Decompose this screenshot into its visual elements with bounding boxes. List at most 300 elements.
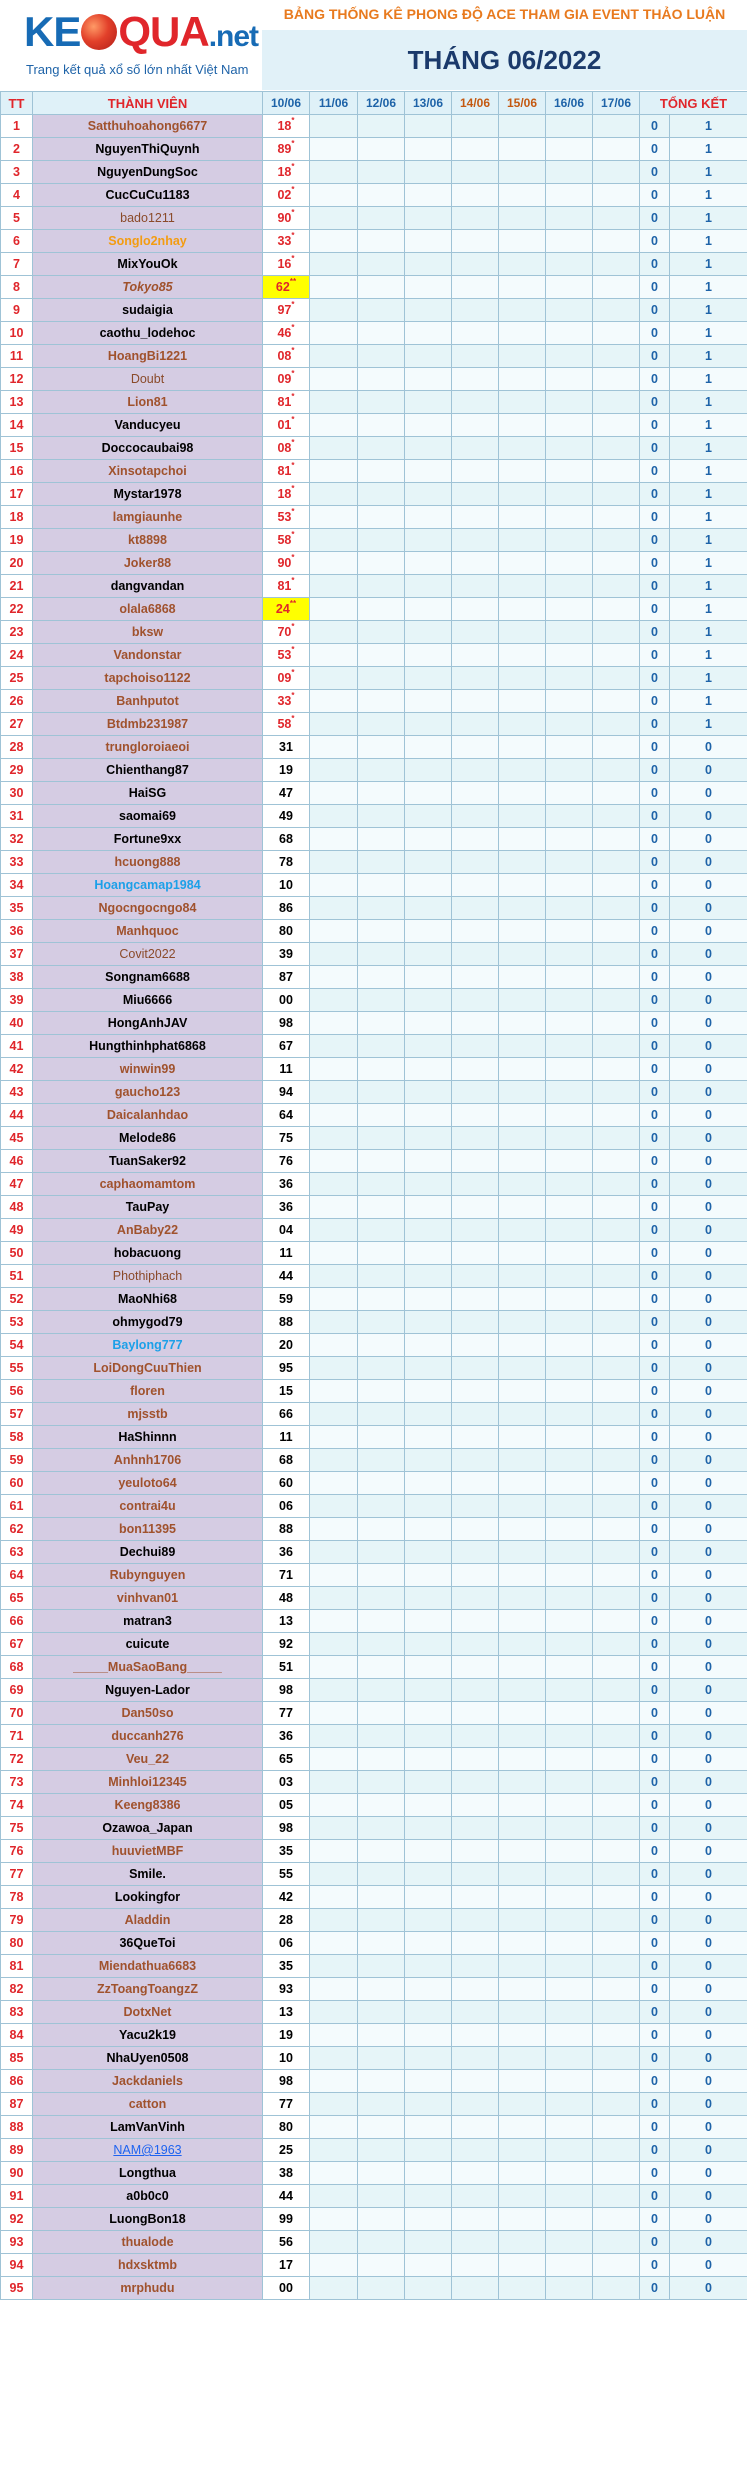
day-cell-empty bbox=[499, 1472, 546, 1495]
day-cell-empty bbox=[310, 2185, 358, 2208]
day-cell-empty bbox=[358, 828, 405, 851]
day-cell-empty bbox=[593, 2070, 640, 2093]
total-value: 1 bbox=[670, 575, 747, 598]
day-cell-empty bbox=[358, 1173, 405, 1196]
day-cell-empty bbox=[546, 575, 593, 598]
hit-mark: * bbox=[291, 645, 295, 655]
total-value: 0 bbox=[670, 736, 747, 759]
row-number: 66 bbox=[1, 1610, 33, 1633]
day-cell-empty bbox=[310, 1541, 358, 1564]
table-row bbox=[1, 1081, 747, 1104]
score-value: 0 bbox=[640, 1127, 670, 1150]
total-value: 0 bbox=[670, 1449, 747, 1472]
day-cell-empty bbox=[546, 1426, 593, 1449]
member-name: winwin99 bbox=[33, 1058, 263, 1081]
day-cell-empty bbox=[405, 115, 452, 138]
day-cell-empty bbox=[593, 391, 640, 414]
score-value: 0 bbox=[640, 1656, 670, 1679]
member-name: Aladdin bbox=[33, 1909, 263, 1932]
day-cell-empty bbox=[310, 943, 358, 966]
row-number: 18 bbox=[1, 506, 33, 529]
day-value-10-06 bbox=[263, 1196, 310, 1219]
day-cell-empty bbox=[405, 621, 452, 644]
total-value: 1 bbox=[670, 276, 747, 299]
day-cell-empty bbox=[358, 598, 405, 621]
day-number: 92 bbox=[279, 1637, 293, 1651]
total-value: 1 bbox=[670, 138, 747, 161]
row-number: 93 bbox=[1, 2231, 33, 2254]
total-value: 0 bbox=[670, 2277, 747, 2300]
day-value-10-06 bbox=[263, 1104, 310, 1127]
day-cell-empty bbox=[405, 966, 452, 989]
day-cell-empty bbox=[310, 1242, 358, 1265]
day-cell-empty bbox=[499, 276, 546, 299]
day-cell-empty bbox=[405, 1104, 452, 1127]
day-cell-empty bbox=[593, 2116, 640, 2139]
day-cell-empty bbox=[358, 1472, 405, 1495]
day-cell-empty bbox=[499, 299, 546, 322]
total-value: 0 bbox=[670, 828, 747, 851]
ketqua-logo[interactable] bbox=[4, 4, 259, 87]
day-cell-empty bbox=[452, 1127, 499, 1150]
day-value-10-06 bbox=[263, 1610, 310, 1633]
row-number: 13 bbox=[1, 391, 33, 414]
member-name: Xinsotapchoi bbox=[33, 460, 263, 483]
hit-mark: * bbox=[291, 438, 295, 448]
total-value: 0 bbox=[670, 1564, 747, 1587]
day-cell-empty bbox=[405, 1081, 452, 1104]
table-row bbox=[1, 782, 747, 805]
day-cell-empty bbox=[546, 1150, 593, 1173]
table-row bbox=[1, 1702, 747, 1725]
day-cell-empty bbox=[310, 1610, 358, 1633]
day-cell-empty bbox=[405, 1564, 452, 1587]
member-name: Vandonstar bbox=[33, 644, 263, 667]
row-number: 81 bbox=[1, 1955, 33, 1978]
day-cell-empty bbox=[546, 805, 593, 828]
day-value-10-06 bbox=[263, 690, 310, 713]
day-cell-empty bbox=[310, 690, 358, 713]
score-value: 0 bbox=[640, 1771, 670, 1794]
hit-mark: * bbox=[291, 553, 295, 563]
day-number: 77 bbox=[279, 2097, 293, 2111]
day-cell-empty bbox=[546, 1058, 593, 1081]
day-cell-empty bbox=[405, 1518, 452, 1541]
stats-table bbox=[0, 91, 747, 2300]
member-name: Hungthinhphat6868 bbox=[33, 1035, 263, 1058]
day-cell-empty bbox=[358, 1702, 405, 1725]
member-name: Veu_22 bbox=[33, 1748, 263, 1771]
hit-mark: * bbox=[291, 507, 295, 517]
day-cell-empty bbox=[405, 1725, 452, 1748]
day-cell-empty bbox=[546, 598, 593, 621]
day-cell-empty bbox=[310, 1449, 358, 1472]
hit-mark: * bbox=[291, 231, 295, 241]
table-row bbox=[1, 598, 747, 621]
day-cell-empty bbox=[310, 1863, 358, 1886]
day-value-10-06 bbox=[263, 2116, 310, 2139]
day-cell-empty bbox=[405, 644, 452, 667]
table-row bbox=[1, 828, 747, 851]
table-row bbox=[1, 1863, 747, 1886]
day-cell-empty bbox=[358, 1058, 405, 1081]
day-cell-empty bbox=[405, 851, 452, 874]
total-value: 0 bbox=[670, 2185, 747, 2208]
day-number: 98 bbox=[279, 1016, 293, 1030]
row-number: 73 bbox=[1, 1771, 33, 1794]
day-cell-empty bbox=[405, 1357, 452, 1380]
score-value: 0 bbox=[640, 1265, 670, 1288]
score-value: 0 bbox=[640, 437, 670, 460]
member-name: vinhvan01 bbox=[33, 1587, 263, 1610]
total-value: 0 bbox=[670, 1587, 747, 1610]
day-cell-empty bbox=[452, 1426, 499, 1449]
score-value: 0 bbox=[640, 1357, 670, 1380]
day-cell-empty bbox=[593, 1518, 640, 1541]
day-cell-empty bbox=[452, 1242, 499, 1265]
row-number: 58 bbox=[1, 1426, 33, 1449]
day-number: 59 bbox=[279, 1292, 293, 1306]
day-number: 02 bbox=[277, 188, 292, 203]
day-cell-empty bbox=[499, 851, 546, 874]
day-number: 00 bbox=[279, 2281, 293, 2295]
day-cell-empty bbox=[499, 2231, 546, 2254]
day-cell-empty bbox=[310, 2208, 358, 2231]
day-cell-empty bbox=[546, 391, 593, 414]
total-value: 1 bbox=[670, 115, 747, 138]
day-number: 35 bbox=[279, 1844, 293, 1858]
day-cell-empty bbox=[499, 1610, 546, 1633]
total-value: 0 bbox=[670, 2024, 747, 2047]
day-cell-empty bbox=[358, 667, 405, 690]
day-cell-empty bbox=[358, 115, 405, 138]
day-cell-empty bbox=[405, 1426, 452, 1449]
total-value: 0 bbox=[670, 1771, 747, 1794]
hit-mark: ** bbox=[289, 599, 297, 609]
day-cell-empty bbox=[358, 1035, 405, 1058]
table-row bbox=[1, 1242, 747, 1265]
day-cell-empty bbox=[310, 920, 358, 943]
table-row bbox=[1, 368, 747, 391]
day-cell-empty bbox=[499, 1035, 546, 1058]
row-number: 1 bbox=[1, 115, 33, 138]
day-value-10-06 bbox=[263, 2139, 310, 2162]
score-value: 0 bbox=[640, 2070, 670, 2093]
member-name: lamgiaunhe bbox=[33, 506, 263, 529]
member-name: Ozawoa_Japan bbox=[33, 1817, 263, 1840]
day-cell-empty bbox=[546, 1311, 593, 1334]
score-value: 0 bbox=[640, 1932, 670, 1955]
day-cell-empty bbox=[452, 1472, 499, 1495]
day-cell-empty bbox=[405, 1748, 452, 1771]
day-number: 39 bbox=[279, 947, 293, 961]
day-cell-empty bbox=[405, 1541, 452, 1564]
day-value-10-06 bbox=[263, 1127, 310, 1150]
day-cell-empty bbox=[593, 529, 640, 552]
day-cell-empty bbox=[499, 1932, 546, 1955]
day-value-10-06 bbox=[263, 1288, 310, 1311]
day-value-10-06 bbox=[263, 184, 310, 207]
table-row bbox=[1, 207, 747, 230]
day-number: 38 bbox=[279, 2166, 293, 2180]
day-number: 87 bbox=[279, 970, 293, 984]
total-value: 0 bbox=[670, 2093, 747, 2116]
hit-mark: * bbox=[291, 415, 295, 425]
row-number: 19 bbox=[1, 529, 33, 552]
total-value: 0 bbox=[670, 1863, 747, 1886]
day-cell-empty bbox=[358, 2070, 405, 2093]
day-cell-empty bbox=[405, 1633, 452, 1656]
table-row bbox=[1, 2093, 747, 2116]
member-name: HongAnhJAV bbox=[33, 1012, 263, 1035]
member-name: NhaUyen0508 bbox=[33, 2047, 263, 2070]
day-cell-empty bbox=[593, 667, 640, 690]
day-cell-empty bbox=[358, 368, 405, 391]
day-cell-empty bbox=[593, 1265, 640, 1288]
day-number: 53 bbox=[277, 648, 292, 663]
table-row bbox=[1, 713, 747, 736]
day-cell-empty bbox=[310, 1633, 358, 1656]
total-value: 0 bbox=[670, 1955, 747, 1978]
total-value: 1 bbox=[670, 690, 747, 713]
day-cell-empty bbox=[358, 184, 405, 207]
day-cell-empty bbox=[593, 828, 640, 851]
day-cell-empty bbox=[593, 598, 640, 621]
score-value: 0 bbox=[640, 2162, 670, 2185]
member-name: HaiSG bbox=[33, 782, 263, 805]
row-number: 94 bbox=[1, 2254, 33, 2277]
table-row bbox=[1, 2162, 747, 2185]
score-value: 0 bbox=[640, 483, 670, 506]
score-value: 0 bbox=[640, 1173, 670, 1196]
total-value: 1 bbox=[670, 644, 747, 667]
day-cell-empty bbox=[452, 483, 499, 506]
day-cell-empty bbox=[405, 483, 452, 506]
day-value-10-06 bbox=[263, 115, 310, 138]
day-cell-empty bbox=[546, 138, 593, 161]
day-cell-empty bbox=[499, 1265, 546, 1288]
row-number: 68 bbox=[1, 1656, 33, 1679]
table-row bbox=[1, 2254, 747, 2277]
day-number: 28 bbox=[279, 1913, 293, 1927]
day-cell-empty bbox=[310, 1909, 358, 1932]
page-title: BẢNG THỐNG KÊ PHONG ĐỘ ACE THAM GIA EVENT THẢO LUẬN bbox=[262, 0, 747, 28]
day-cell-empty bbox=[546, 782, 593, 805]
member-name: Nguyen-Lador bbox=[33, 1679, 263, 1702]
day-cell-empty bbox=[310, 828, 358, 851]
score-value: 0 bbox=[640, 989, 670, 1012]
table-row bbox=[1, 897, 747, 920]
day-cell-empty bbox=[358, 943, 405, 966]
day-cell-empty bbox=[358, 1426, 405, 1449]
table-row bbox=[1, 1518, 747, 1541]
day-cell-empty bbox=[546, 1334, 593, 1357]
total-value: 0 bbox=[670, 1633, 747, 1656]
day-cell-empty bbox=[405, 552, 452, 575]
score-value: 0 bbox=[640, 1104, 670, 1127]
day-cell-empty bbox=[452, 598, 499, 621]
month-title: THÁNG 06/2022 bbox=[262, 30, 747, 90]
day-number: 17 bbox=[279, 2258, 293, 2272]
total-value: 0 bbox=[670, 2047, 747, 2070]
score-value: 0 bbox=[640, 874, 670, 897]
day-cell-empty bbox=[499, 1840, 546, 1863]
day-cell-empty bbox=[358, 1219, 405, 1242]
total-value: 1 bbox=[670, 414, 747, 437]
member-name: contrai4u bbox=[33, 1495, 263, 1518]
member-name: Hoangcamap1984 bbox=[33, 874, 263, 897]
member-name: tapchoiso1122 bbox=[33, 667, 263, 690]
total-value: 1 bbox=[670, 253, 747, 276]
day-cell-empty bbox=[593, 1909, 640, 1932]
day-cell-empty bbox=[593, 253, 640, 276]
day-value-10-06 bbox=[263, 2070, 310, 2093]
row-number: 54 bbox=[1, 1334, 33, 1357]
day-cell-empty bbox=[358, 1127, 405, 1150]
row-number: 62 bbox=[1, 1518, 33, 1541]
table-row bbox=[1, 414, 747, 437]
day-cell-empty bbox=[405, 299, 452, 322]
day-cell-empty bbox=[358, 1748, 405, 1771]
day-value-10-06 bbox=[263, 207, 310, 230]
member-name: Vanducyeu bbox=[33, 414, 263, 437]
day-cell-empty bbox=[499, 1173, 546, 1196]
member-name[interactable]: NAM@1963 bbox=[33, 2139, 263, 2162]
day-value-10-06 bbox=[263, 161, 310, 184]
day-cell-empty bbox=[593, 1219, 640, 1242]
day-cell-empty bbox=[593, 2162, 640, 2185]
row-number: 10 bbox=[1, 322, 33, 345]
score-value: 0 bbox=[640, 667, 670, 690]
day-cell-empty bbox=[310, 506, 358, 529]
day-cell-empty bbox=[499, 1679, 546, 1702]
score-value: 0 bbox=[640, 759, 670, 782]
row-number: 78 bbox=[1, 1886, 33, 1909]
row-number: 71 bbox=[1, 1725, 33, 1748]
day-value-10-06 bbox=[263, 506, 310, 529]
day-number: 65 bbox=[279, 1752, 293, 1766]
member-name: hdxsktmb bbox=[33, 2254, 263, 2277]
score-value: 0 bbox=[640, 2116, 670, 2139]
member-name: _____MuaSaoBang_____ bbox=[33, 1656, 263, 1679]
day-cell-empty bbox=[310, 1265, 358, 1288]
day-value-10-06 bbox=[263, 2093, 310, 2116]
day-cell-empty bbox=[546, 920, 593, 943]
day-cell-empty bbox=[358, 414, 405, 437]
day-cell-empty bbox=[405, 759, 452, 782]
day-cell-empty bbox=[358, 759, 405, 782]
day-cell-empty bbox=[358, 345, 405, 368]
total-value: 0 bbox=[670, 1403, 747, 1426]
day-cell-empty bbox=[358, 989, 405, 1012]
day-cell-empty bbox=[452, 1495, 499, 1518]
day-cell-empty bbox=[358, 552, 405, 575]
day-cell-empty bbox=[310, 184, 358, 207]
total-value: 0 bbox=[670, 759, 747, 782]
day-cell-empty bbox=[499, 2116, 546, 2139]
score-value: 0 bbox=[640, 598, 670, 621]
day-cell-empty bbox=[452, 667, 499, 690]
day-cell-empty bbox=[405, 1610, 452, 1633]
day-number: 11 bbox=[279, 1430, 293, 1444]
day-value-10-06 bbox=[263, 1242, 310, 1265]
day-cell-empty bbox=[452, 851, 499, 874]
day-cell-empty bbox=[405, 1288, 452, 1311]
member-name: Covit2022 bbox=[33, 943, 263, 966]
day-cell-empty bbox=[593, 1955, 640, 1978]
table-row bbox=[1, 1679, 747, 1702]
day-cell-empty bbox=[310, 2139, 358, 2162]
member-name: AnBaby22 bbox=[33, 1219, 263, 1242]
day-cell-empty bbox=[546, 161, 593, 184]
row-number: 91 bbox=[1, 2185, 33, 2208]
total-value: 0 bbox=[670, 2001, 747, 2024]
day-cell-empty bbox=[358, 2254, 405, 2277]
table-row bbox=[1, 1334, 747, 1357]
day-cell-empty bbox=[452, 437, 499, 460]
row-number: 57 bbox=[1, 1403, 33, 1426]
score-value: 0 bbox=[640, 2024, 670, 2047]
day-cell-empty bbox=[358, 1610, 405, 1633]
day-value-10-06 bbox=[263, 1656, 310, 1679]
row-number: 46 bbox=[1, 1150, 33, 1173]
day-cell-empty bbox=[546, 644, 593, 667]
member-name: thualode bbox=[33, 2231, 263, 2254]
score-value: 0 bbox=[640, 460, 670, 483]
member-name: Miu6666 bbox=[33, 989, 263, 1012]
day-cell-empty bbox=[358, 1955, 405, 1978]
total-value: 0 bbox=[670, 1886, 747, 1909]
table-row bbox=[1, 1955, 747, 1978]
total-value: 0 bbox=[670, 1357, 747, 1380]
day-cell-empty bbox=[452, 1817, 499, 1840]
row-number: 70 bbox=[1, 1702, 33, 1725]
day-cell-empty bbox=[546, 1771, 593, 1794]
day-cell-empty bbox=[546, 230, 593, 253]
day-cell-empty bbox=[593, 1242, 640, 1265]
day-cell-empty bbox=[546, 690, 593, 713]
day-value-10-06 bbox=[263, 805, 310, 828]
table-row bbox=[1, 1380, 747, 1403]
score-value: 0 bbox=[640, 1886, 670, 1909]
logo-suffix: .net bbox=[208, 20, 259, 53]
day-cell-empty bbox=[546, 1725, 593, 1748]
member-name: LoiDongCuuThien bbox=[33, 1357, 263, 1380]
score-value: 0 bbox=[640, 805, 670, 828]
day-cell-empty bbox=[405, 1311, 452, 1334]
day-cell-empty bbox=[310, 782, 358, 805]
day-cell-empty bbox=[358, 1403, 405, 1426]
day-cell-empty bbox=[405, 276, 452, 299]
day-number: 16 bbox=[277, 257, 292, 272]
day-number: 31 bbox=[279, 740, 293, 754]
day-value-10-06 bbox=[263, 1886, 310, 1909]
logo-tagline: Trang kết quả xổ số lớn nhất Việt Nam bbox=[26, 62, 249, 77]
hit-mark: * bbox=[291, 714, 295, 724]
day-number: 98 bbox=[279, 1821, 293, 1835]
day-cell-empty bbox=[452, 1725, 499, 1748]
day-cell-empty bbox=[499, 1771, 546, 1794]
day-value-10-06 bbox=[263, 437, 310, 460]
day-cell-empty bbox=[499, 1081, 546, 1104]
col-header-day: 15/06 bbox=[499, 92, 546, 115]
day-number: 88 bbox=[279, 1522, 293, 1536]
day-cell-empty bbox=[310, 2093, 358, 2116]
total-value: 0 bbox=[670, 1679, 747, 1702]
table-row bbox=[1, 1035, 747, 1058]
total-value: 0 bbox=[670, 1426, 747, 1449]
day-cell-empty bbox=[546, 1357, 593, 1380]
